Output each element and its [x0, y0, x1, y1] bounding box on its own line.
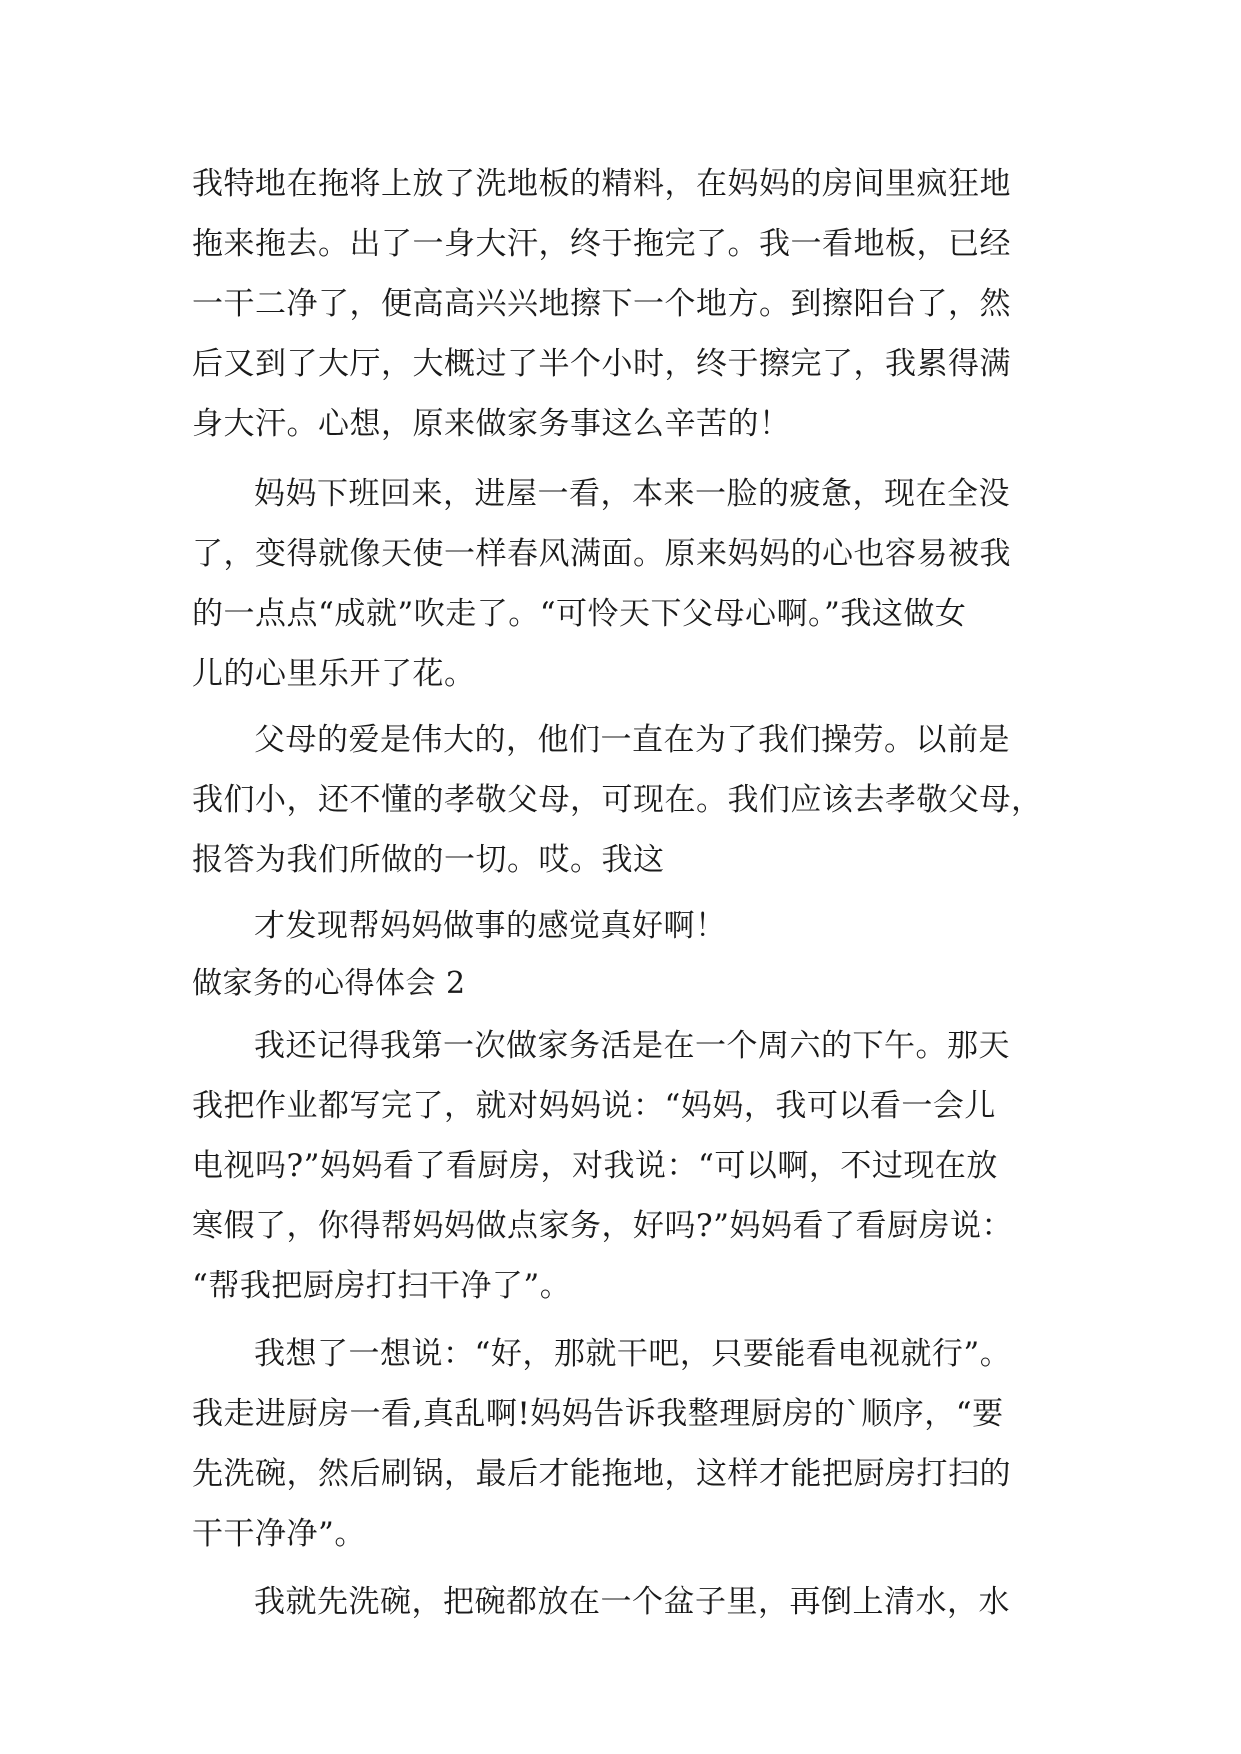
text-line: 干干净净”。: [192, 1516, 366, 1552]
text-line: 一干二净了，便高高兴兴地擦下一个地方。到擦阳台了，然: [192, 286, 1011, 322]
text-line: 电视吗?”妈妈看了看厨房，对我说：“可以啊，不过现在放: [192, 1148, 998, 1184]
paragraph-start: 父母的爱是伟大的，他们一直在为了我们操劳。以前是: [254, 722, 1010, 758]
text-line: 我们小，还不懂的孝敬父母，可现在。我们应该去孝敬父母，: [192, 782, 1043, 818]
text-line: 儿的心里乐开了花。: [192, 656, 476, 692]
text-line: 的一点点“成就”吹走了。“可怜天下父母心啊。”我这做女: [192, 596, 967, 632]
text-line: 报答为我们所做的一切。哎。我这: [192, 842, 665, 878]
text-line: “帮我把厨房打扫干净了”。: [192, 1268, 572, 1304]
paragraph-start: 才发现帮妈妈做事的感觉真好啊！: [254, 908, 727, 944]
text-line: 先洗碗，然后刷锅，最后才能拖地，这样才能把厨房打扫的: [192, 1456, 1011, 1492]
paragraph-start: 我想了一想说：“好，那就干吧，只要能看电视就行”。: [254, 1336, 1012, 1372]
section-heading: 做家务的心得体会 2: [192, 966, 466, 1001]
text-line: 我把作业都写完了，就对妈妈说：“妈妈，我可以看一会儿: [192, 1088, 996, 1124]
paragraph-start: 我还记得我第一次做家务活是在一个周六的下午。那天: [254, 1028, 1010, 1064]
text-line: 身大汗。心想，原来做家务事这么辛苦的！: [192, 406, 791, 442]
paragraph-start: 我就先洗碗，把碗都放在一个盆子里，再倒上清水，水: [254, 1584, 1010, 1620]
text-line: 寒假了，你得帮妈妈做点家务，好吗?”妈妈看了看厨房说：: [192, 1208, 1013, 1244]
text-line: 我走进厨房一看,真乱啊!妈妈告诉我整理厨房的`顺序，“要: [192, 1396, 1004, 1432]
text-line: 拖来拖去。出了一身大汗，终于拖完了。我一看地板，已经: [192, 226, 1011, 262]
paragraph-start: 妈妈下班回来，进屋一看，本来一脸的疲惫，现在全没: [254, 476, 1010, 512]
text-line: 我特地在拖将上放了洗地板的精料，在妈妈的房间里疯狂地: [192, 166, 1011, 202]
text-line: 了，变得就像天使一样春风满面。原来妈妈的心也容易被我: [192, 536, 1011, 572]
text-line: 后又到了大厅，大概过了半个小时，终于擦完了，我累得满: [192, 346, 1011, 382]
